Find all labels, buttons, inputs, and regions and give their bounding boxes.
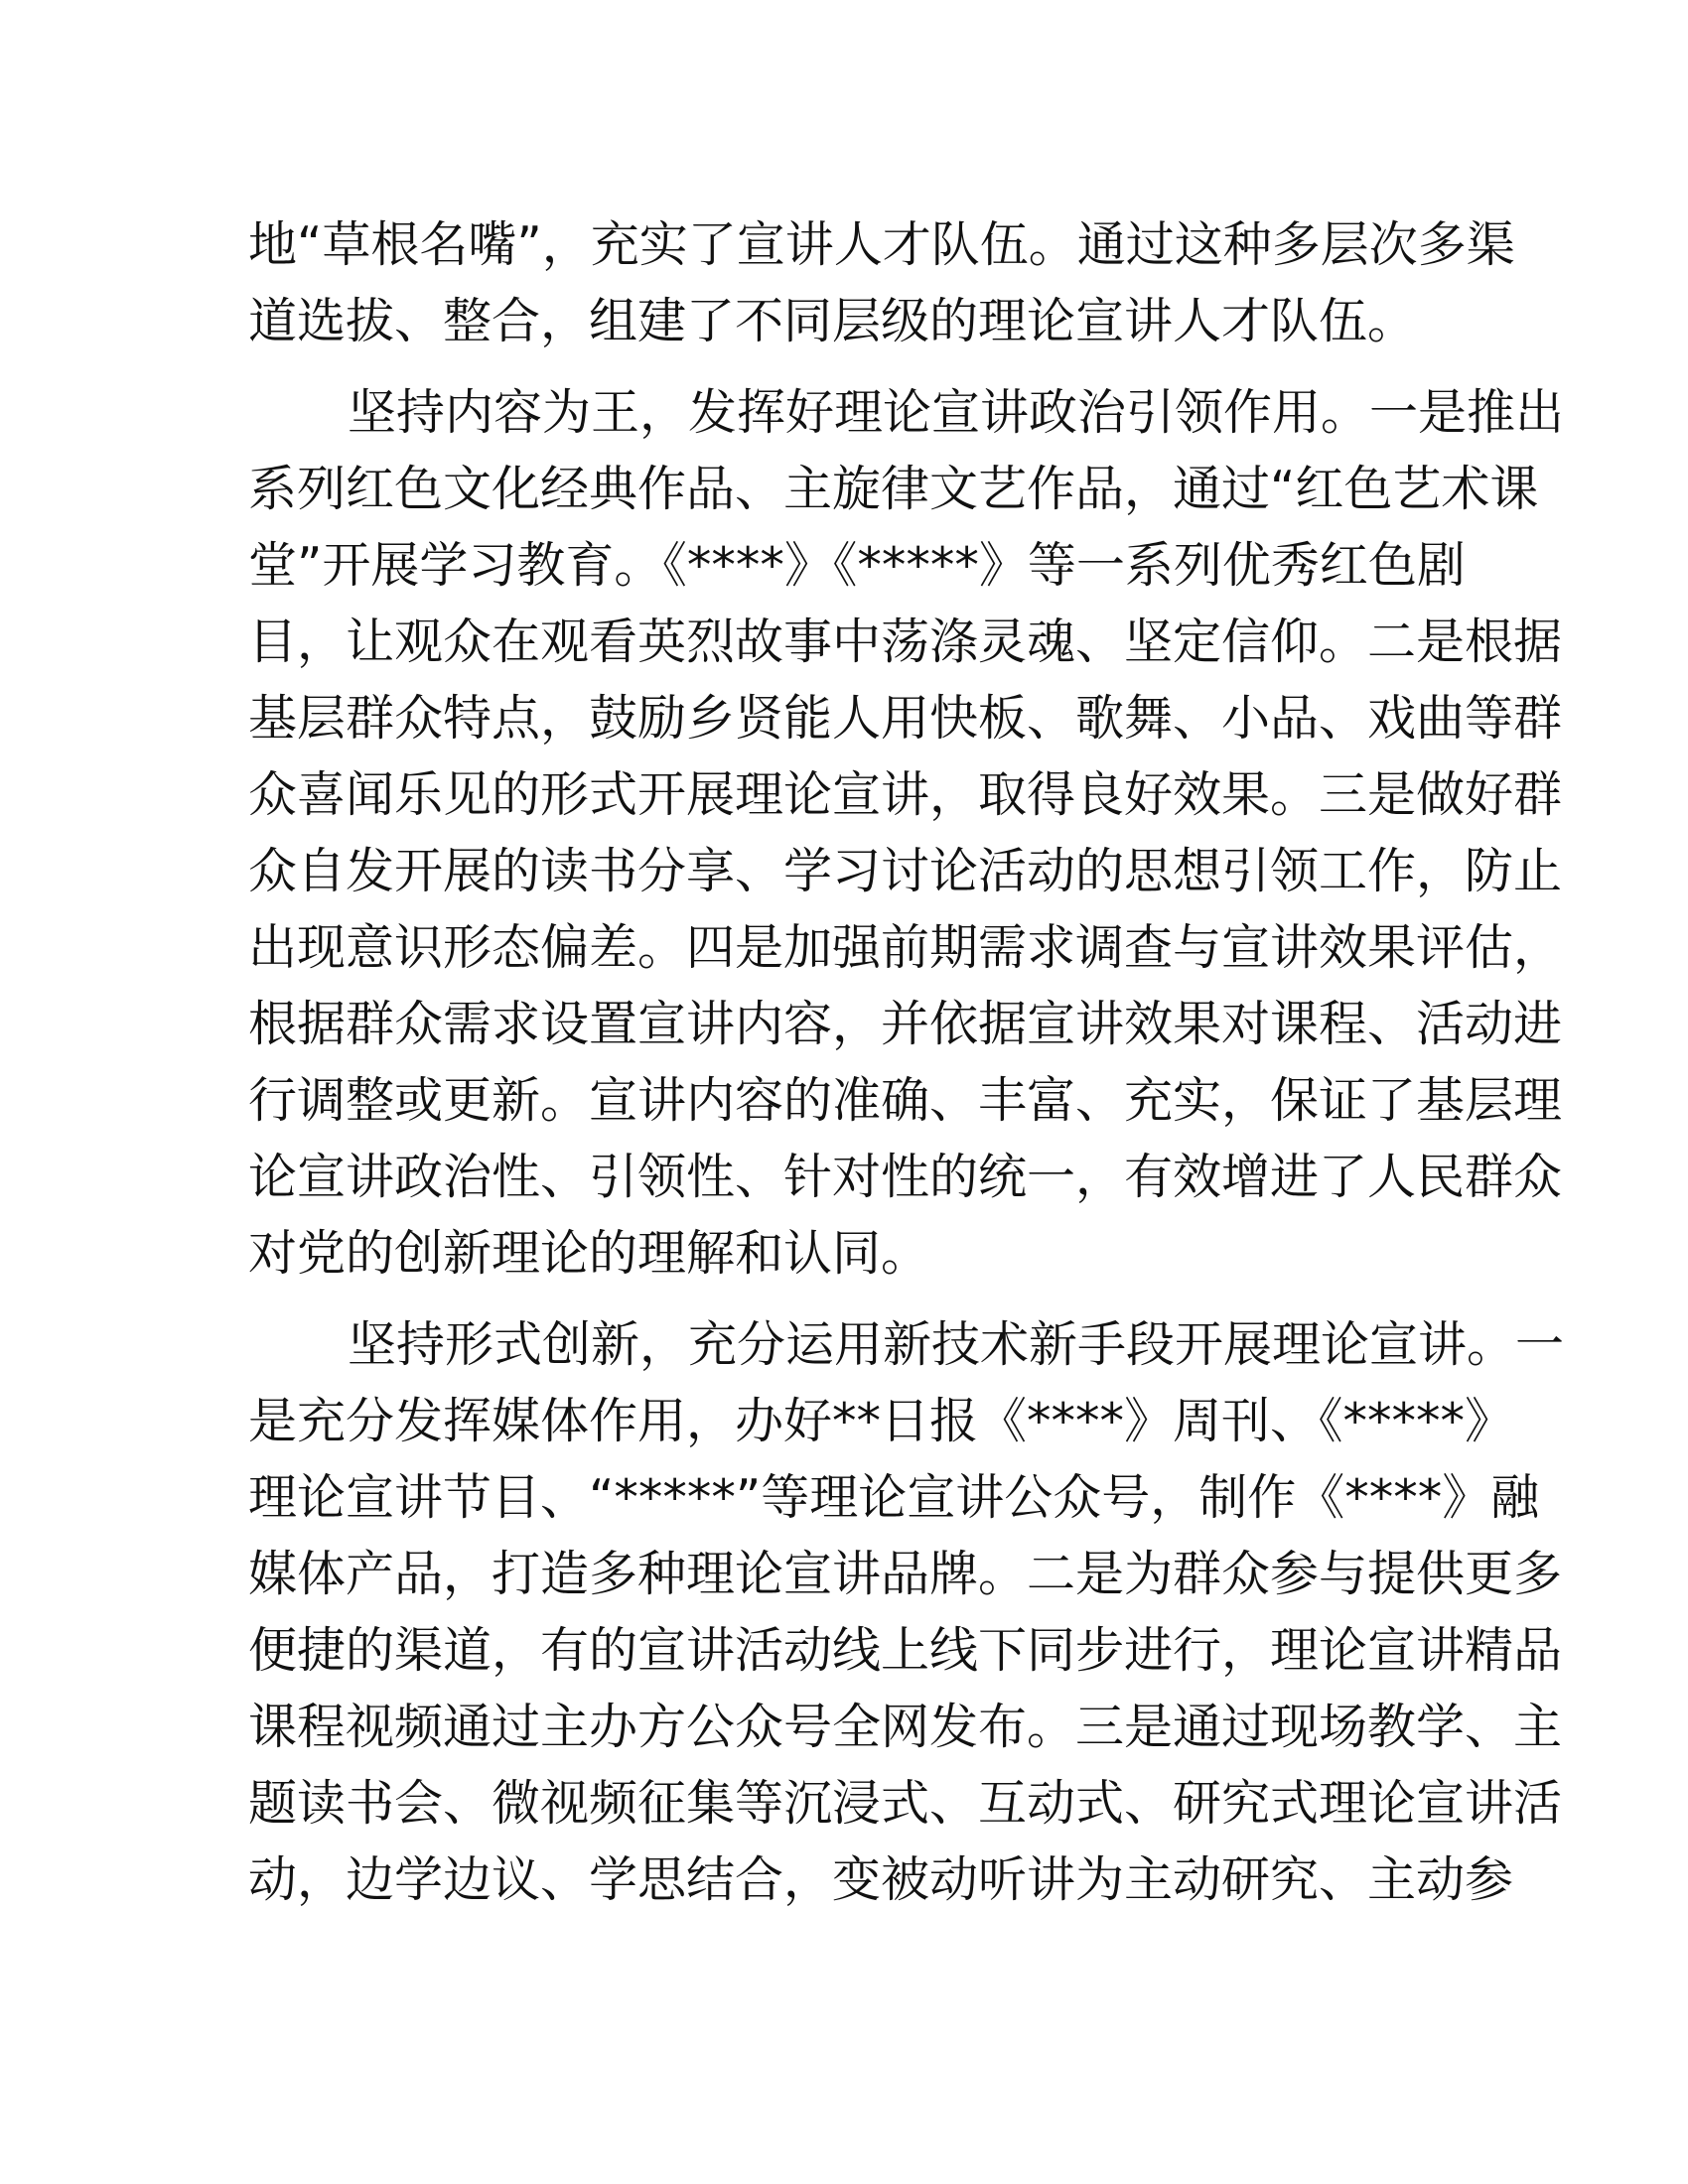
paragraph-2 <box>248 374 1565 1292</box>
text-line: 行调整或更新。宣讲内容的准确、丰富、充实，保证了基层理 <box>248 1072 1563 1129</box>
text-line: 是充分发挥媒体作用，办好**日报《****》周刊、《*****》 <box>248 1393 1514 1449</box>
paragraph-1 <box>248 206 1515 359</box>
text-line: 对党的创新理论的理解和认同。 <box>248 1225 930 1282</box>
text-line: 课程视频通过主办方公众号全网发布。三是通过现场教学、主 <box>248 1699 1563 1755</box>
text-line: 地“草根名嘴”，充实了宣讲人才队伍。通过这种多层次多渠 <box>248 216 1515 273</box>
text-line: 堂”开展学习教育。《****》《*****》等一系列优秀红色剧 <box>248 537 1466 594</box>
text-line: 基层群众特点，鼓励乡贤能人用快板、歌舞、小品、戏曲等群 <box>248 690 1563 747</box>
text-line: 众喜闻乐见的形式开展理论宣讲，取得良好效果。三是做好群 <box>248 766 1563 823</box>
text-line: 出现意识形态偏差。四是加强前期需求调查与宣讲效果评估， <box>248 919 1563 976</box>
text-line: 论宣讲政治性、引领性、针对性的统一，有效增进了人民群众 <box>248 1149 1563 1205</box>
text-line: 道选拔、整合，组建了不同层级的理论宣讲人才队伍。 <box>248 293 1417 349</box>
text-line: 坚持内容为王，发挥好理论宣讲政治引领作用。一是推出 <box>348 384 1565 441</box>
text-line: 媒体产品，打造多种理论宣讲品牌。二是为群众参与提供更多 <box>248 1546 1563 1602</box>
text-line: 题读书会、微视频征集等沉浸式、互动式、研究式理论宣讲活 <box>248 1775 1563 1832</box>
text-line: 理论宣讲节目、“*****”等理论宣讲公众号，制作《****》融 <box>248 1469 1540 1526</box>
text-line: 系列红色文化经典作品、主旋律文艺作品，通过“红色艺术课 <box>248 461 1539 517</box>
document-page <box>248 206 1565 1933</box>
text-line: 众自发开展的读书分享、学习讨论活动的思想引领工作，防止 <box>248 843 1563 899</box>
text-line: 根据群众需求设置宣讲内容，并依据宣讲效果对课程、活动进 <box>248 996 1563 1052</box>
text-line: 动，边学边议、学思结合，变被动听讲为主动研究、主动参 <box>248 1851 1514 1908</box>
text-line: 便捷的渠道，有的宣讲活动线上线下同步进行，理论宣讲精品 <box>248 1622 1563 1679</box>
text-line: 目，让观众在观看英烈故事中荡涤灵魂、坚定信仰。二是根据 <box>248 614 1563 670</box>
paragraph-3 <box>248 1306 1565 1918</box>
text-line: 坚持形式创新，充分运用新技术新手段开展理论宣讲。一 <box>348 1316 1565 1373</box>
